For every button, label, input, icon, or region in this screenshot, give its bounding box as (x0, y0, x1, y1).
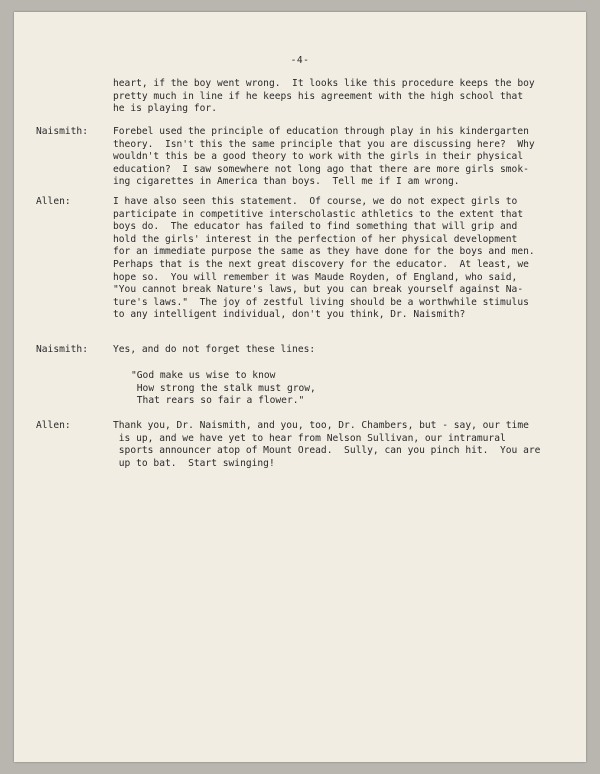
speaker-label: Allen: (36, 420, 71, 431)
text-line: Perhaps that is the next great discovery for the educator. At least, we (113, 258, 529, 270)
text-line: to any intelligent individual, don't you think, Dr. Naismith? (113, 309, 466, 321)
text-line: heart, if the boy went wrong. It looks like this procedure keeps the boy (113, 78, 535, 89)
text-line: hold the girls' interest in the perfection of her physical development (113, 233, 518, 245)
speaker-label: Naismith: (36, 344, 88, 355)
text-line: theory. Isn't this the same principle that you are discussing here? Why (113, 138, 535, 150)
text-line: hope so. You will remember it was Maude Royden, of England, who said, (113, 271, 518, 283)
text-line: Thank you, Dr. Naismith, and you, too, Dr. Chambers, but - say, our time (113, 420, 529, 431)
poem-quote (131, 370, 431, 408)
text-line: participate in competitive interscholastic athletics to the extent that (113, 208, 524, 220)
text-line: I have also seen this statement. Of course, we do not expect girls to (113, 196, 518, 207)
text-line: education? I saw somewhere not long ago that there are more girls smok- (113, 163, 529, 175)
text-line: boys do. The educator has failed to find something that will grip and (113, 221, 518, 233)
text-line: sports announcer atop of Mount Oread. Sully, can you pinch hit. You are (113, 445, 541, 457)
text-line: wouldn't this be a good theory to work with the girls in their physical (113, 151, 524, 163)
text-line: Forebel used the principle of education through play in his kindergarten (113, 126, 529, 137)
poem-line: That rears so fair a flower." (131, 395, 305, 407)
page-number: -4- (290, 55, 310, 66)
text-line: up to bat. Start swinging! (113, 457, 275, 469)
text-line: is up, and we have yet to hear from Nelson Sullivan, our intramural (113, 432, 506, 444)
poem-line: "God make us wise to know (131, 370, 276, 381)
text-line: for an immediate purpose the same as they have done for the boys and men. (113, 246, 535, 258)
text-line: he is playing for. (113, 103, 217, 115)
speaker-label: Allen: (36, 196, 71, 207)
text-line: Yes, and do not forget these lines: (113, 344, 316, 355)
text-line: pretty much in line if he keeps his agreement with the high school that (113, 90, 524, 102)
text-line: ing cigarettes in America than boys. Tell me if I am wrong. (113, 176, 460, 188)
text-line: ture's laws." The joy of zestful living should be a worthwhile stimulus (113, 296, 529, 308)
poem-line: How strong the stalk must grow, (131, 382, 316, 394)
text-line: "You cannot break Nature's laws, but you can break yourself against Na- (113, 284, 524, 296)
speaker-label: Naismith: (36, 126, 88, 137)
